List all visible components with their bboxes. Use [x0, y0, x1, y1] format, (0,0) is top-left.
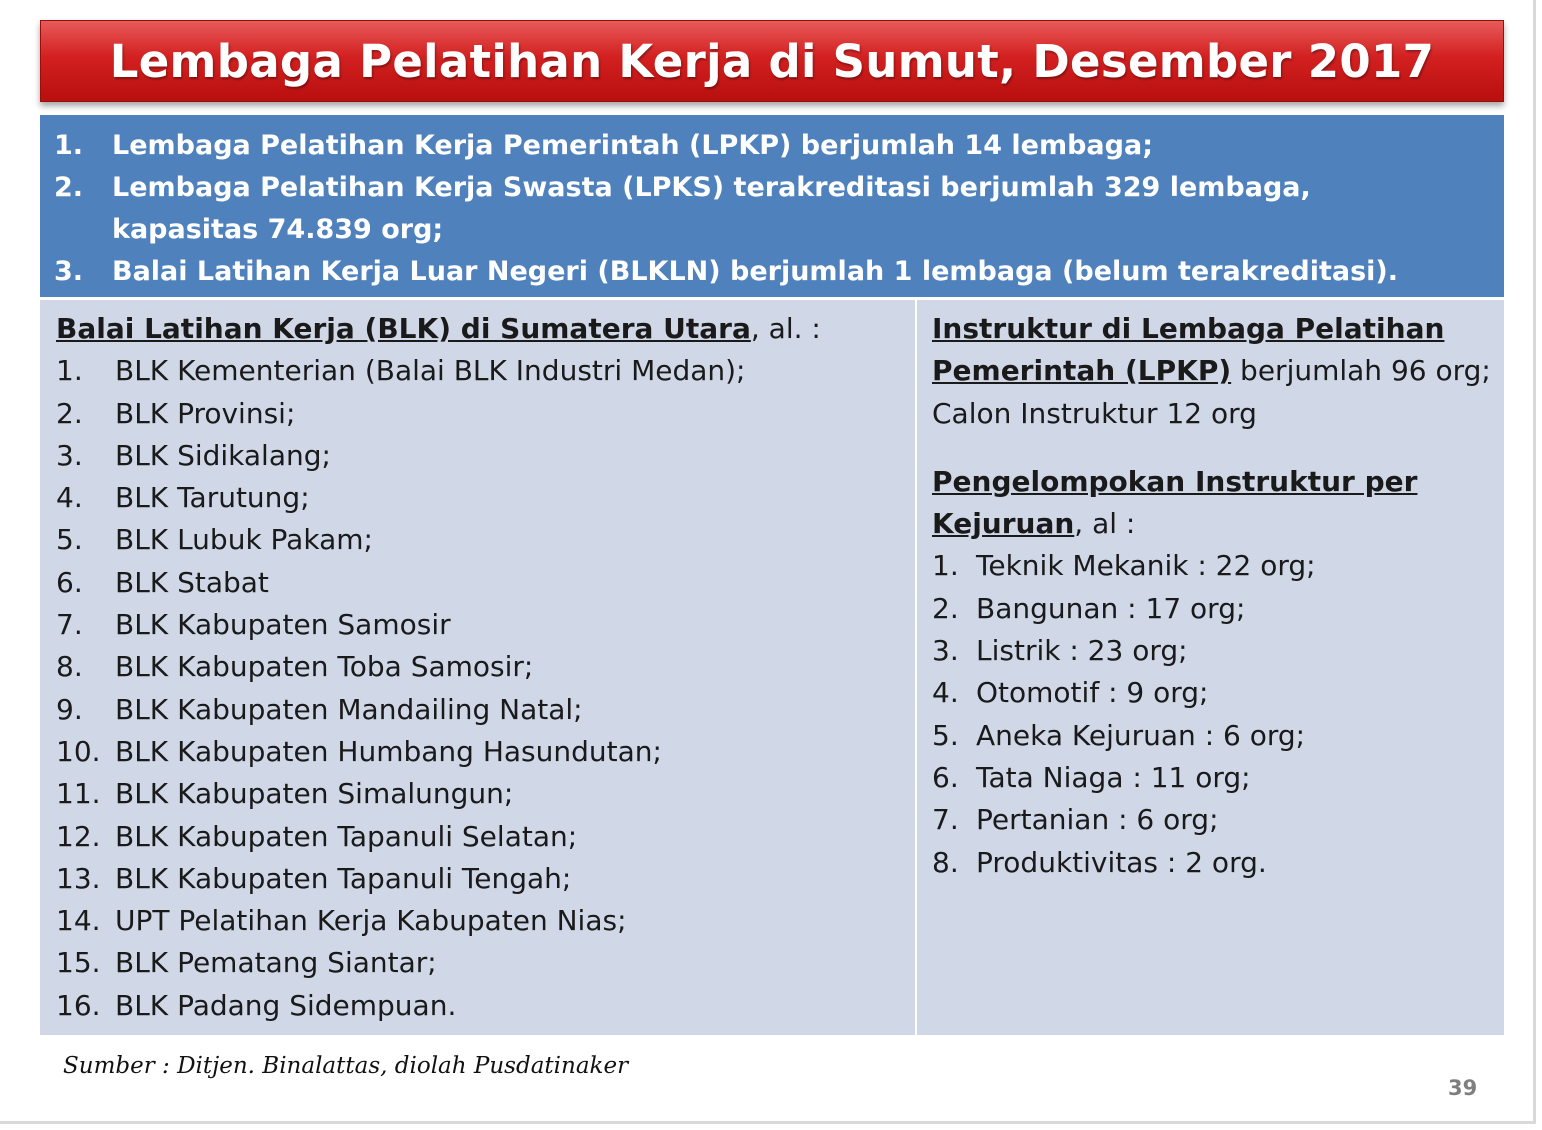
- list-number: 12.: [56, 819, 101, 853]
- list-text: Pertanian : 6 org;: [976, 803, 1219, 837]
- list-number: 3.: [56, 438, 83, 472]
- list-text: BLK Sidikalang;: [115, 438, 331, 472]
- grouping-list-item: [932, 842, 1504, 884]
- list-number: 9.: [56, 692, 83, 726]
- list-text: BLK Padang Sidempuan.: [115, 988, 457, 1022]
- summary-text: Balai Latihan Kerja Luar Negeri (BLKLN) berjumlah 1 lembaga (belum terakreditasi).: [112, 256, 1398, 287]
- list-number: 1.: [56, 354, 83, 388]
- grouping-heading-line: [932, 503, 1504, 545]
- summary-item: [54, 167, 1504, 209]
- summary-number: 3.: [54, 256, 84, 287]
- list-text: BLK Stabat: [115, 565, 269, 599]
- list-text: BLK Kabupaten Humbang Hasundutan;: [115, 734, 662, 768]
- blk-list-item: [56, 773, 915, 815]
- blk-list: [56, 350, 915, 1027]
- blk-list-item: [56, 900, 915, 942]
- grouping-heading-suffix: , al :: [1074, 507, 1136, 541]
- grouping-heading: Pengelompokan Instruktur per: [932, 464, 1418, 498]
- summary-text: Lembaga Pelatihan Kerja Swasta (LPKS) terakreditasi berjumlah 329 lembaga,: [112, 172, 1311, 203]
- grouping-heading-line: [932, 461, 1504, 503]
- grouping-list-item: [932, 545, 1504, 587]
- candidate-instructor-count: Calon Instruktur 12 org: [932, 396, 1257, 430]
- list-text: BLK Kementerian (Balai BLK Industri Medan);: [115, 354, 746, 388]
- blk-list-item: [56, 985, 915, 1027]
- list-number: 8.: [932, 845, 959, 879]
- list-number: 11.: [56, 777, 101, 811]
- blk-heading-line: [56, 308, 915, 350]
- blk-list-item: [56, 477, 915, 519]
- list-number: 5.: [56, 523, 83, 557]
- list-text: Bangunan : 17 org;: [976, 591, 1246, 625]
- title-banner: [40, 20, 1504, 102]
- blk-heading-suffix: , al. :: [750, 312, 821, 345]
- list-number: 16.: [56, 988, 101, 1022]
- grouping-list-item: [932, 757, 1504, 799]
- list-number: 2.: [56, 396, 83, 430]
- blk-list-item: [56, 519, 915, 561]
- blk-list-item: [56, 604, 915, 646]
- list-text: BLK Kabupaten Mandailing Natal;: [115, 692, 583, 726]
- blk-list-item: [56, 689, 915, 731]
- list-text: BLK Kabupaten Toba Samosir;: [115, 650, 534, 684]
- page-title: Lembaga Pelatihan Kerja di Sumut, Desember 2017: [109, 34, 1435, 88]
- list-number: 1.: [932, 549, 959, 583]
- list-text: Tata Niaga : 11 org;: [976, 760, 1251, 794]
- list-text: Produktivitas : 2 org.: [976, 845, 1267, 879]
- instructor-heading: Instruktur di Lembaga Pelatihan: [932, 312, 1445, 345]
- list-number: 4.: [932, 676, 959, 710]
- summary-item-continuation: [54, 209, 1504, 251]
- blk-list-item: [56, 858, 915, 900]
- grouping-list: [932, 545, 1504, 883]
- blk-list-item: [56, 646, 915, 688]
- page-number: 39: [1448, 1076, 1478, 1100]
- summary-number: 2.: [54, 172, 84, 203]
- instructor-heading: Pemerintah (LPKP): [932, 354, 1232, 388]
- summary-text: Lembaga Pelatihan Kerja Pemerintah (LPKP) berjumlah 14 lembaga;: [112, 130, 1153, 161]
- list-number: 4.: [56, 481, 83, 515]
- list-text: BLK Kabupaten Samosir: [115, 608, 451, 642]
- blk-heading: Balai Latihan Kerja (BLK) di Sumatera Utara: [56, 312, 751, 345]
- list-text: Listrik : 23 org;: [976, 634, 1188, 668]
- summary-number: 1.: [54, 130, 84, 161]
- blk-list-item: [56, 350, 915, 392]
- blk-list-item: [56, 816, 915, 858]
- summary-item: [54, 251, 1504, 293]
- blk-list-item: [56, 435, 915, 477]
- list-text: BLK Lubuk Pakam;: [115, 523, 373, 557]
- list-number: 6.: [56, 565, 83, 599]
- list-text: BLK Pematang Siantar;: [115, 946, 437, 980]
- summary-box: [40, 115, 1504, 297]
- blk-list-item: [56, 731, 915, 773]
- list-text: Aneka Kejuruan : 6 org;: [976, 718, 1306, 752]
- blk-list-item: [56, 942, 915, 984]
- list-text: BLK Tarutung;: [115, 481, 310, 515]
- blk-list-item: [56, 393, 915, 435]
- list-number: 2.: [932, 591, 959, 625]
- list-number: 10.: [56, 734, 101, 768]
- list-text: BLK Provinsi;: [115, 396, 296, 430]
- instructor-count: berjumlah 96 org;: [1231, 354, 1491, 388]
- grouping-list-item: [932, 715, 1504, 757]
- list-number: 13.: [56, 861, 101, 895]
- list-text: BLK Kabupaten Simalungun;: [115, 777, 514, 811]
- list-number: 3.: [932, 634, 959, 668]
- grouping-heading: Kejuruan: [932, 507, 1075, 541]
- blk-list-item: [56, 562, 915, 604]
- list-number: 15.: [56, 946, 101, 980]
- source-note: Sumber : Ditjen. Binalattas, diolah Pusdatinaker: [63, 1053, 629, 1079]
- grouping-list-item: [932, 799, 1504, 841]
- grouping-list-item: [932, 588, 1504, 630]
- list-text: Teknik Mekanik : 22 org;: [976, 549, 1316, 583]
- summary-item: [54, 125, 1504, 167]
- list-number: 7.: [56, 608, 83, 642]
- instructor-panel: [917, 300, 1504, 1035]
- list-number: 6.: [932, 760, 959, 794]
- instructor-heading-line: [932, 350, 1504, 392]
- list-number: 5.: [932, 718, 959, 752]
- list-number: 7.: [932, 803, 959, 837]
- grouping-list-item: [932, 672, 1504, 714]
- list-text: BLK Kabupaten Tapanuli Selatan;: [115, 819, 578, 853]
- grouping-list-item: [932, 630, 1504, 672]
- list-number: 14.: [56, 904, 101, 938]
- list-text: BLK Kabupaten Tapanuli Tengah;: [115, 861, 572, 895]
- instructor-heading-line: [932, 308, 1504, 350]
- list-text: Otomotif : 9 org;: [976, 676, 1209, 710]
- summary-text: kapasitas 74.839 org;: [112, 214, 444, 245]
- list-number: 8.: [56, 650, 83, 684]
- blk-panel: [40, 300, 915, 1035]
- list-text: UPT Pelatihan Kerja Kabupaten Nias;: [115, 904, 627, 938]
